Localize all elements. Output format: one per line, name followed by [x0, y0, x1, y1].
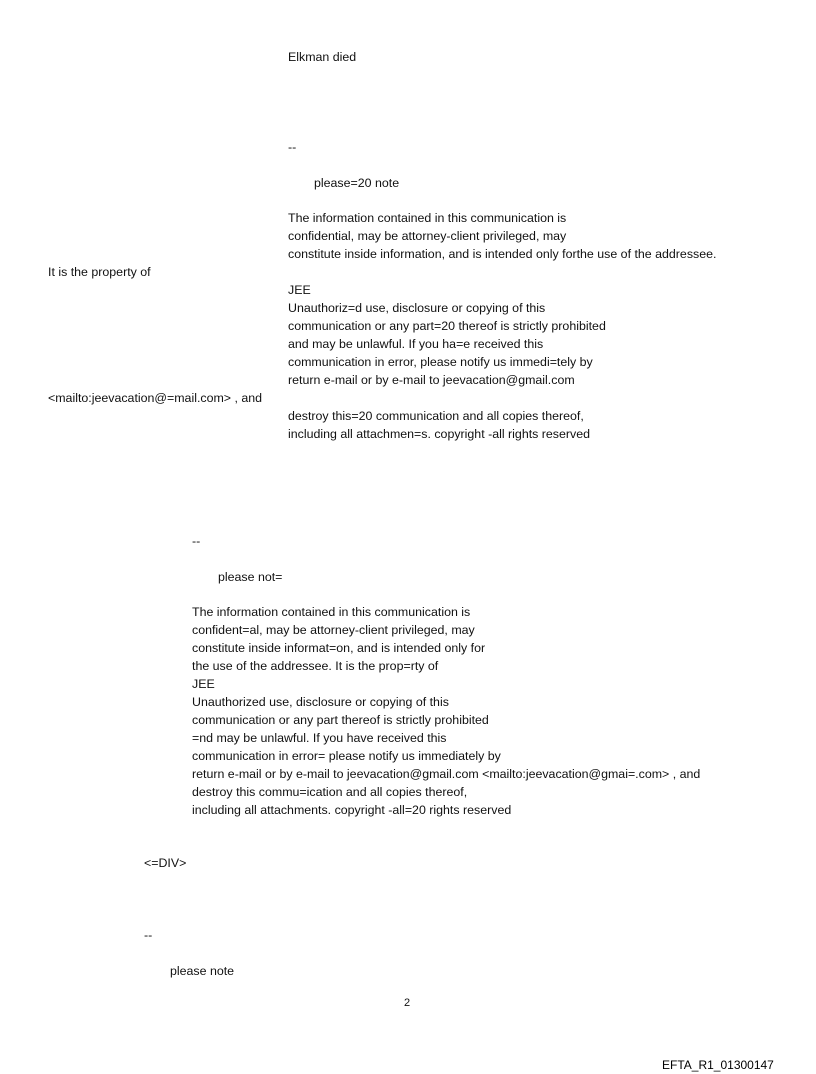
document-id: EFTA_R1_01300147: [662, 1058, 774, 1072]
disclaimer-line: including all attachmen=s. copyright -all rights reserved: [288, 427, 590, 441]
separator: --: [288, 140, 297, 154]
disclaimer-line: communication or any part=20 thereof is strictly prohibited: [288, 319, 606, 333]
disclaimer-line: return e-mail or by e-mail to jeevacation@gmail.com <mailto:jeevacation@gmai=.com> , and: [192, 767, 701, 781]
disclaimer-line: destroy this commu=ication and all copies thereof,: [192, 785, 468, 799]
disclaimer-line: communication or any part thereof is strictly prohibited: [192, 713, 489, 727]
disclaimer-line: JEE: [192, 677, 215, 691]
separator: --: [192, 534, 201, 548]
page-number: 2: [404, 997, 411, 1009]
disclaimer-line: =nd may be unlawful. If you have received this: [192, 731, 447, 745]
disclaimer-line: communication in error= please notify us immediately by: [192, 749, 501, 763]
disclaimer-line: JEE: [288, 283, 311, 297]
disclaimer-line: return e-mail or by e-mail to jeevacation@gmail.com: [288, 373, 575, 387]
disclaimer-line: Unauthorized use, disclosure or copying of this: [192, 695, 449, 709]
disclaimer-line: the use of the addressee. It is the prop=rty of: [192, 659, 439, 673]
disclaimer-line: and may be unlawful. If you ha=e received this: [288, 337, 544, 351]
note-heading: please=20 note: [314, 176, 400, 190]
disclaimer-line: confidential, may be attorney-client privileged, may: [288, 229, 567, 243]
note-heading: please note: [170, 964, 235, 978]
disclaimer-line: The information contained in this communication is: [288, 211, 567, 225]
disclaimer-line: Unauthoriz=d use, disclosure or copying of this: [288, 301, 546, 315]
disclaimer-line: <mailto:jeevacation@=mail.com> , and: [48, 391, 263, 405]
heading-text: Elkman died: [288, 50, 357, 64]
disclaimer-line: confident=al, may be attorney-client privileged, may: [192, 623, 475, 637]
disclaimer-line: communication in error, please notify us immedi=tely by: [288, 355, 593, 369]
div-tag-text: <=DIV>: [144, 856, 187, 870]
disclaimer-line: constitute inside informat=on, and is intended only for: [192, 641, 486, 655]
disclaimer-line: destroy this=20 communication and all copies thereof,: [288, 409, 584, 423]
disclaimer-line: constitute inside information, and is intended only forthe use of the addressee.: [288, 247, 717, 261]
disclaimer-line: It is the property of: [48, 265, 151, 279]
separator: --: [144, 928, 153, 942]
disclaimer-line: including all attachments. copyright -all=20 rights reserved: [192, 803, 512, 817]
note-heading: please not=: [218, 570, 283, 584]
disclaimer-line: The information contained in this communication is: [192, 605, 471, 619]
